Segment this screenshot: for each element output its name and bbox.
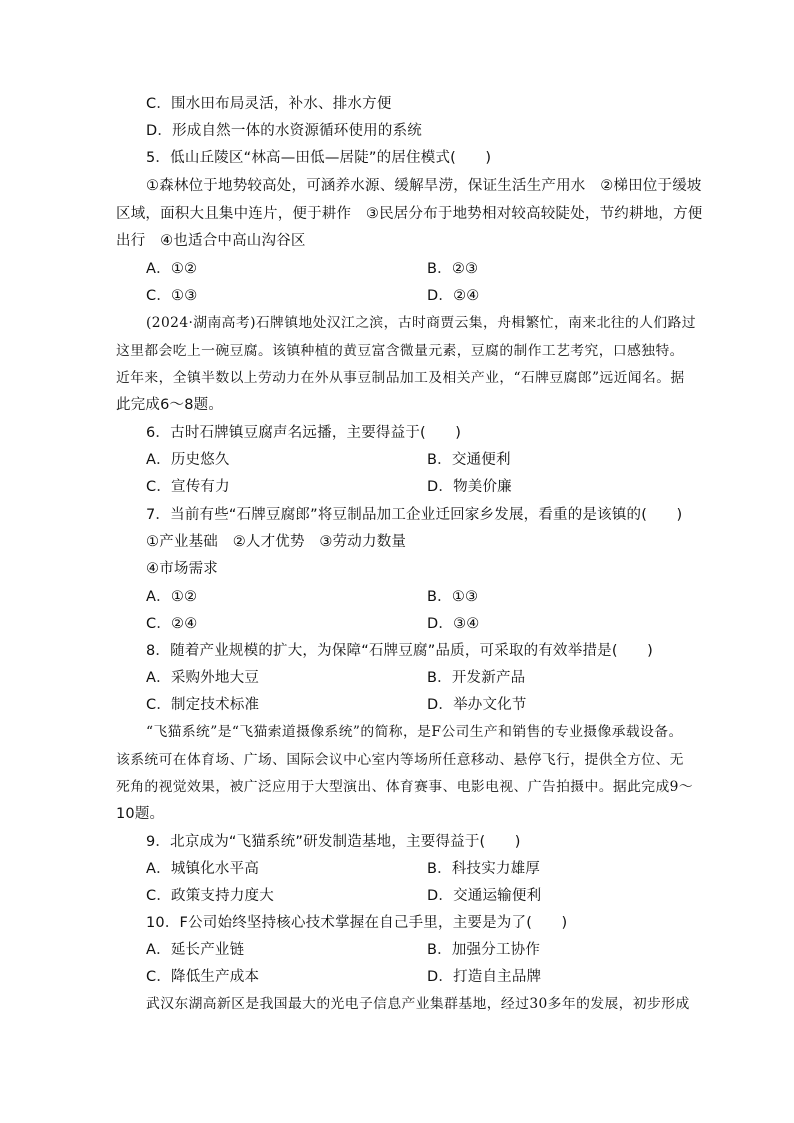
material-6-8-line4: 此完成6～8题。 [116,397,224,413]
q6-option-c: C．宣传有力 [146,479,230,495]
q8-stem: 8．随着产业规模的扩大，为保障“石牌豆腐”品质，可采取的有效举措是( ) [146,643,653,659]
q9-option-a: A．城镇化水平高 [146,861,260,877]
q9-option-c: C．政策支持力度大 [146,888,274,904]
q5-stem: 5．低山丘陵区“林高—田低—居陡”的居住模式( ) [146,150,492,166]
q10-stem: 10．F公司始终坚持核心技术掌握在自己手里，主要是为了( ) [146,915,568,931]
q6-stem: 6．古时石牌镇豆腐声名远播，主要得益于( ) [146,425,462,441]
q6-option-d: D．物美价廉 [427,479,512,495]
q5-option-d: D．②④ [427,288,480,304]
q5-option-c: C．①③ [146,288,198,304]
material-6-8-line1: (2024·湖南高考)石牌镇地处汉江之滨，古时商贾云集，舟楫繁忙，南来北往的人们路过 [146,315,696,331]
material-6-8-line3: 近年来，全镇半数以上劳动力在外从事豆制品加工及相关产业，“石牌豆腐郎”远近闻名。据 [116,370,685,386]
q5-option-a: A．①② [146,261,198,277]
q7-option-c: C．②④ [146,616,198,632]
q7-option-d: D．③④ [427,616,480,632]
material-9-10-line1: “飞猫系统”是“飞猫索道摄像系统”的简称，是F公司生产和销售的专业摄像承载设备。 [146,724,683,740]
q5-statements-line1: ①森林位于地势较高处，可涵养水源、缓解旱涝，保证生活生产用水 ②梯田位于缓坡 [146,178,702,194]
q10-option-d: D．打造自主品牌 [427,969,542,985]
q8-option-a: A．采购外地大豆 [146,670,260,686]
q8-option-c: C．制定技术标准 [146,697,260,713]
q9-stem: 9．北京成为“飞猫系统”研发制造基地，主要得益于( ) [146,834,521,850]
q6-option-a: A．历史悠久 [146,452,230,468]
material-6-8-line2: 这里都会吃上一碗豆腐。该镇种植的黄豆富含微量元素，豆腐的制作工艺考究，口感独特。 [116,343,684,359]
q7-statements-line1: ①产业基础 ②人才优势 ③劳动力数量 [146,534,407,550]
q10-option-b: B．加强分工协作 [427,942,541,958]
q9-option-d: D．交通运输便利 [427,888,542,904]
material-9-10-line4: 10题。 [116,806,165,822]
q10-option-c: C．降低生产成本 [146,969,260,985]
q6-option-b: B．交通便利 [427,452,511,468]
q7-stem: 7．当前有些“石牌豆腐郎”将豆制品加工企业迁回家乡发展，看重的是该镇的( ) [146,507,683,523]
q4-option-c: C．围水田布局灵活，补水、排水方便 [146,96,392,112]
q4-option-d: D．形成自然一体的水资源循环使用的系统 [146,123,422,139]
q5-option-b: B．②③ [427,261,479,277]
q5-statements-line2: 区域，面积大且集中连片，便于耕作 ③民居分布于地势相对较高较陡处，节约耕地，方便 [116,206,703,222]
material-9-10-line3: 死角的视觉效果，被广泛应用于大型演出、体育赛事、电影电视、广告拍摄中。据此完成9～ [116,779,694,795]
q8-option-d: D．举办文化节 [427,697,527,713]
q9-option-b: B．科技实力雄厚 [427,861,541,877]
material-9-10-line2: 该系统可在体育场、广场、国际会议中心室内等场所任意移动、悬停飞行，提供全方位、无 [116,752,684,768]
q7-option-a: A．①② [146,589,198,605]
q8-option-b: B．开发新产品 [427,670,526,686]
material-next-line1: 武汉东湖高新区是我国最大的光电子信息产业集群基地，经过30多年的发展，初步形成 [146,996,690,1012]
q10-option-a: A．延长产业链 [146,942,245,958]
q5-statements-line3: 出行 ④也适合中高山沟谷区 [116,233,306,249]
q7-option-b: B．①③ [427,589,479,605]
q7-statements-line2: ④市场需求 [146,561,218,577]
